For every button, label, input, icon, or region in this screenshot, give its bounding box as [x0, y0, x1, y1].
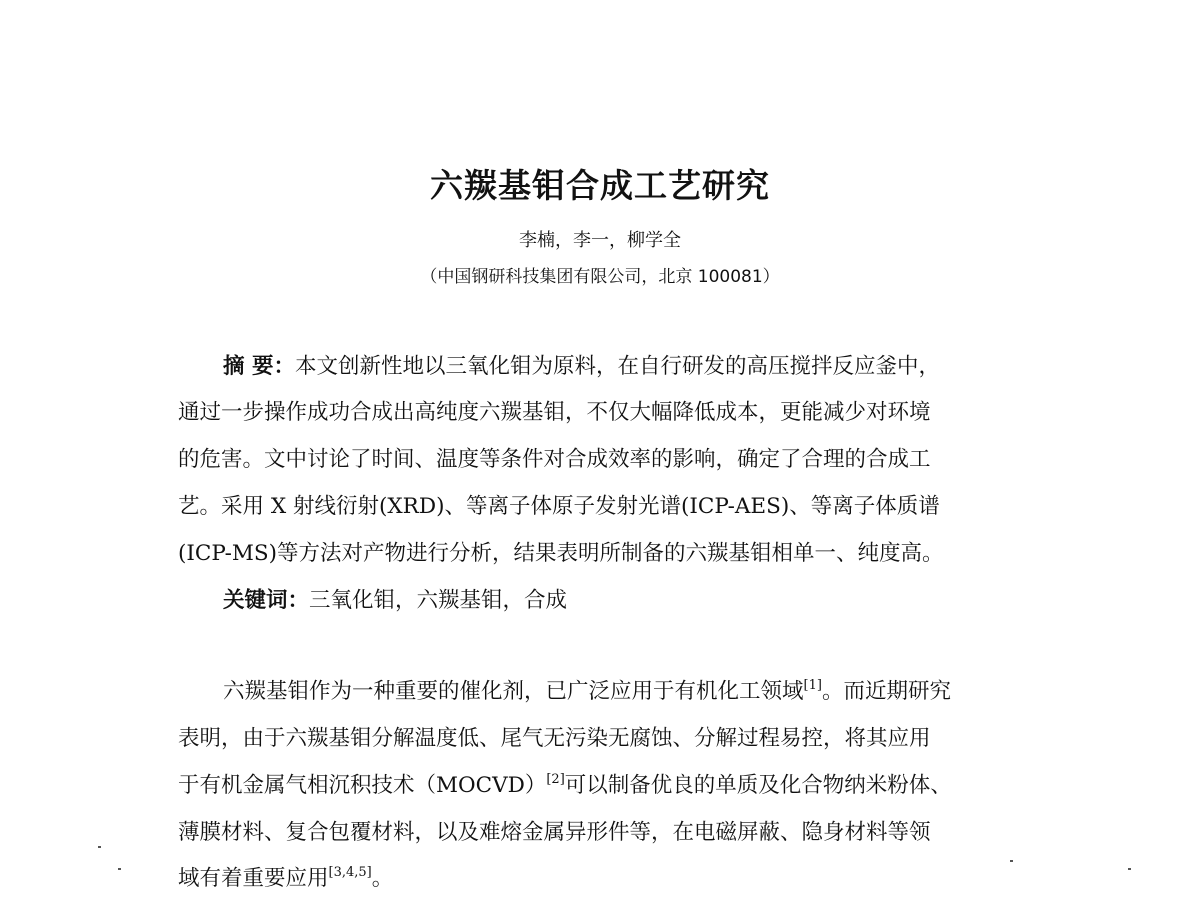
abstract-line-2: 通过一步操作成功合成出高纯度六羰基钼，不仅大幅降低成本，更能减少对环境	[178, 400, 931, 425]
citation: [1]	[803, 678, 822, 693]
keywords-line	[223, 586, 1073, 616]
citation: [3,4,5]	[328, 865, 372, 880]
keywords-label: 关键词：	[223, 588, 310, 613]
body-text: 于有机金属气相沉积技术（MOCVD）	[178, 773, 547, 798]
body-line-5	[178, 864, 1028, 894]
scan-speck	[1128, 868, 1131, 870]
body-line-4: 薄膜材料、复合包覆材料，以及难熔金属异形件等，在电磁屏蔽、隐身材料等领	[178, 820, 931, 845]
paper-title: 六羰基钼合成工艺研究	[430, 166, 770, 205]
abstract-line-5: (ICP-MS)等方法对产物进行分析，结果表明所制备的六羰基钼相单一、纯度高。	[178, 541, 944, 566]
abstract-text: 本文创新性地以三氧化钼为原料，在自行研发的高压搅拌反应釜中，	[295, 354, 941, 379]
body-text: 域有着重要应用	[178, 866, 329, 891]
scan-speck	[98, 846, 101, 848]
keywords-text: 三氧化钼，六羰基钼，合成	[309, 588, 568, 613]
abstract-line-1	[223, 352, 1073, 382]
abstract-line-3: 的危害。文中讨论了时间、温度等条件对合成效率的影响，确定了合理的合成工	[178, 447, 931, 472]
author-affiliation: （中国钢研科技集团有限公司，北京 100081）	[420, 267, 780, 287]
scan-speck	[118, 868, 121, 870]
abstract-line-4: 艺。采用 X 射线衍射(XRD)、等离子体原子发射光谱(ICP-AES)、等离子体质谱	[178, 494, 940, 519]
body-line-2: 表明，由于六羰基钼分解温度低、尾气无污染无腐蚀、分解过程易控，将其应用	[178, 726, 931, 751]
abstract-label: 摘 要：	[223, 354, 295, 379]
author-list: 李楠，李一，柳学全	[519, 230, 681, 251]
body-line-1	[223, 677, 1073, 707]
body-text: 六羰基钼作为一种重要的催化剂，已广泛应用于有机化工领域	[223, 679, 804, 704]
scan-speck	[1010, 860, 1013, 862]
body-text: 。	[371, 866, 394, 891]
body-text: 可以制备优良的单质及化合物纳米粉体、	[564, 773, 952, 798]
body-line-3	[178, 771, 1028, 801]
body-text: 。而近期研究	[821, 679, 951, 704]
citation: [2]	[546, 772, 565, 787]
